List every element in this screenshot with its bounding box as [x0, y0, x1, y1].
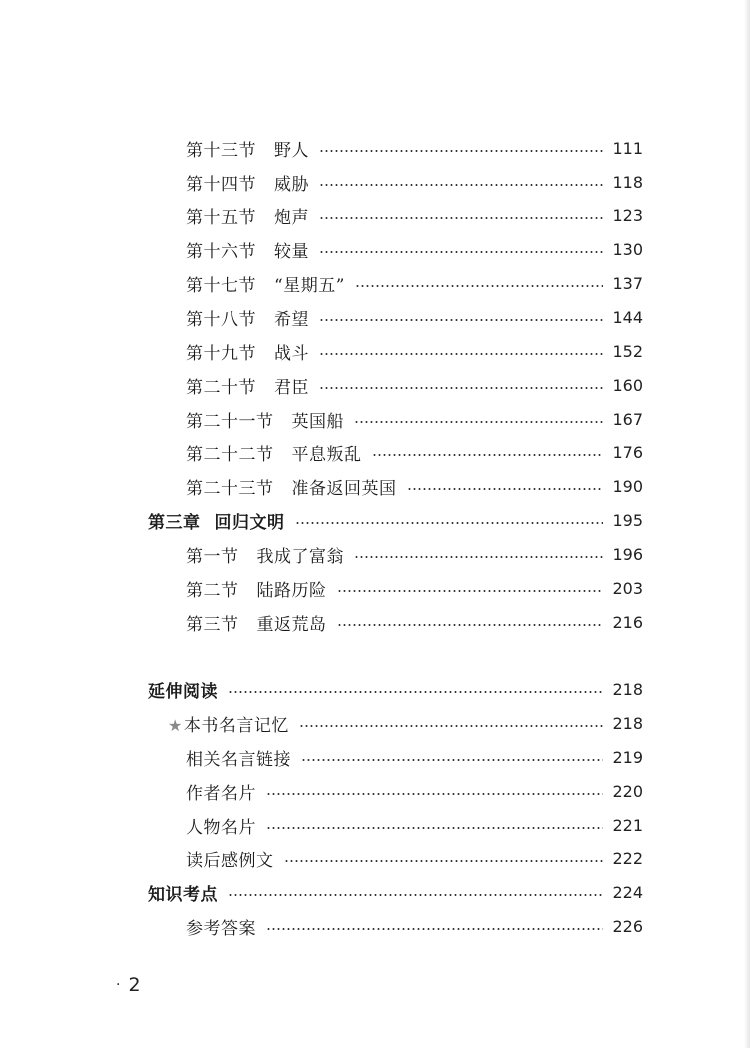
page-number: 190: [612, 476, 643, 496]
section-title: 炮声: [274, 207, 309, 228]
page-number: 220: [612, 781, 643, 801]
section-number: 第二十节: [186, 377, 256, 398]
toc-entry[interactable]: [0, 336, 750, 366]
section-title: 希望: [274, 309, 309, 330]
toc-entry[interactable]: [0, 539, 750, 569]
section-title: 较量: [274, 241, 309, 262]
toc-chapter-entry[interactable]: [0, 505, 750, 535]
section-title: 我成了富翁: [256, 546, 344, 567]
section-title: “星期五”: [274, 275, 345, 296]
toc-entry[interactable]: [0, 370, 750, 400]
dot-leader: [319, 251, 603, 253]
page-number: 160: [612, 375, 643, 395]
dot-leader: [299, 725, 603, 727]
dot-leader: [319, 217, 603, 219]
section-title: 本书名言记忆: [183, 715, 289, 736]
dot-leader: [319, 353, 603, 355]
toc-chapter-entry[interactable]: [0, 877, 750, 907]
section-title: 平息叛乱: [291, 444, 362, 465]
toc-entry[interactable]: [0, 234, 750, 264]
section-title: 参考答案: [186, 918, 256, 939]
page-number: 203: [612, 578, 643, 598]
page-number: 111: [612, 138, 643, 158]
page-number: 176: [612, 442, 643, 462]
dot-leader: [354, 421, 603, 423]
page-number: 218: [612, 713, 643, 733]
page-number: 219: [612, 747, 643, 767]
section-title: 英国船: [291, 411, 344, 432]
chapter-number: 第三章: [148, 512, 201, 533]
section-title: 君臣: [274, 377, 309, 398]
section-title: 野人: [274, 140, 309, 161]
page-number: 222: [612, 848, 643, 868]
page-number: 144: [612, 307, 643, 327]
section-number: 第二十二节: [186, 444, 274, 465]
section-number: 第十七节: [186, 275, 256, 296]
chapter-title: 延伸阅读: [148, 681, 218, 702]
dot-leader: [228, 691, 603, 693]
dot-leader: [319, 319, 603, 321]
page-number: 118: [612, 172, 643, 192]
dot-leader: [266, 827, 603, 829]
toc-entry[interactable]: [0, 708, 750, 738]
star-icon: ★: [168, 715, 183, 735]
page-number: 152: [612, 341, 643, 361]
page-folio: [116, 974, 141, 996]
toc-entry[interactable]: [0, 776, 750, 806]
page-number: 167: [612, 409, 643, 429]
section-title: 战斗: [274, 343, 309, 364]
dot-leader: [372, 454, 604, 456]
dot-leader: [301, 759, 603, 761]
page-number: 218: [612, 679, 643, 699]
page-number: 224: [612, 882, 643, 902]
toc-entry[interactable]: [0, 911, 750, 941]
section-number: 第十八节: [186, 309, 256, 330]
page-number: 195: [612, 510, 643, 530]
section-title: 人物名片: [186, 817, 256, 838]
dot-leader: [355, 285, 603, 287]
section-title: 威胁: [274, 174, 309, 195]
dot-leader: [228, 894, 603, 896]
dot-leader: [407, 488, 604, 490]
section-number: 第十九节: [186, 343, 256, 364]
toc-entry[interactable]: [0, 133, 750, 163]
dot-leader: [337, 590, 604, 592]
toc-entry[interactable]: [0, 607, 750, 637]
section-title: 重返荒岛: [256, 614, 327, 635]
section-number: 第十三节: [186, 140, 256, 161]
dot-leader: [284, 860, 604, 862]
dot-leader: [319, 150, 603, 152]
toc-chapter-entry[interactable]: [0, 674, 750, 704]
page-number: 130: [612, 239, 643, 259]
toc-entry[interactable]: [0, 810, 750, 840]
dot-leader: [266, 928, 603, 930]
section-title: 陆路历险: [256, 580, 327, 601]
page-number: 137: [612, 273, 643, 293]
section-title: 作者名片: [186, 783, 256, 804]
folio-number: 2: [128, 974, 141, 996]
page-number: 226: [612, 916, 643, 936]
section-number: 第十五节: [186, 207, 256, 228]
toc-entry[interactable]: [0, 437, 750, 467]
page-number: 216: [612, 612, 643, 632]
toc-entry[interactable]: [0, 302, 750, 332]
section-title: 读后感例文: [186, 850, 274, 871]
toc-entry[interactable]: [0, 573, 750, 603]
section-number: 第十六节: [186, 241, 256, 262]
chapter-title: 回归文明: [214, 512, 285, 533]
section-title: 相关名言链接: [186, 749, 291, 770]
dot-leader: [319, 387, 603, 389]
dot-leader: [266, 793, 603, 795]
section-number: 第三节: [186, 614, 239, 635]
page-number: 196: [612, 544, 643, 564]
dot-leader: [337, 624, 604, 626]
dot-leader: [295, 522, 604, 524]
folio-dot: ·: [116, 977, 121, 993]
toc-entry[interactable]: [0, 404, 750, 434]
toc-entry[interactable]: [0, 742, 750, 772]
dot-leader: [354, 556, 603, 558]
page-number: 123: [612, 205, 643, 225]
toc-entry[interactable]: [0, 268, 750, 298]
chapter-title: 知识考点: [148, 884, 218, 905]
section-number: 第十四节: [186, 174, 256, 195]
dot-leader: [319, 184, 603, 186]
section-number: 第二十三节: [186, 478, 274, 499]
section-title: 准备返回英国: [291, 478, 397, 499]
section-number: 第二节: [186, 580, 239, 601]
toc-entry[interactable]: [0, 471, 750, 501]
section-number: 第一节: [186, 546, 239, 567]
toc-entry[interactable]: [0, 167, 750, 197]
section-number: 第二十一节: [186, 411, 274, 432]
toc-entry[interactable]: [0, 843, 750, 873]
page-number: 221: [612, 815, 643, 835]
toc-entry[interactable]: [0, 200, 750, 230]
page-edge-shadow: [744, 0, 750, 1048]
